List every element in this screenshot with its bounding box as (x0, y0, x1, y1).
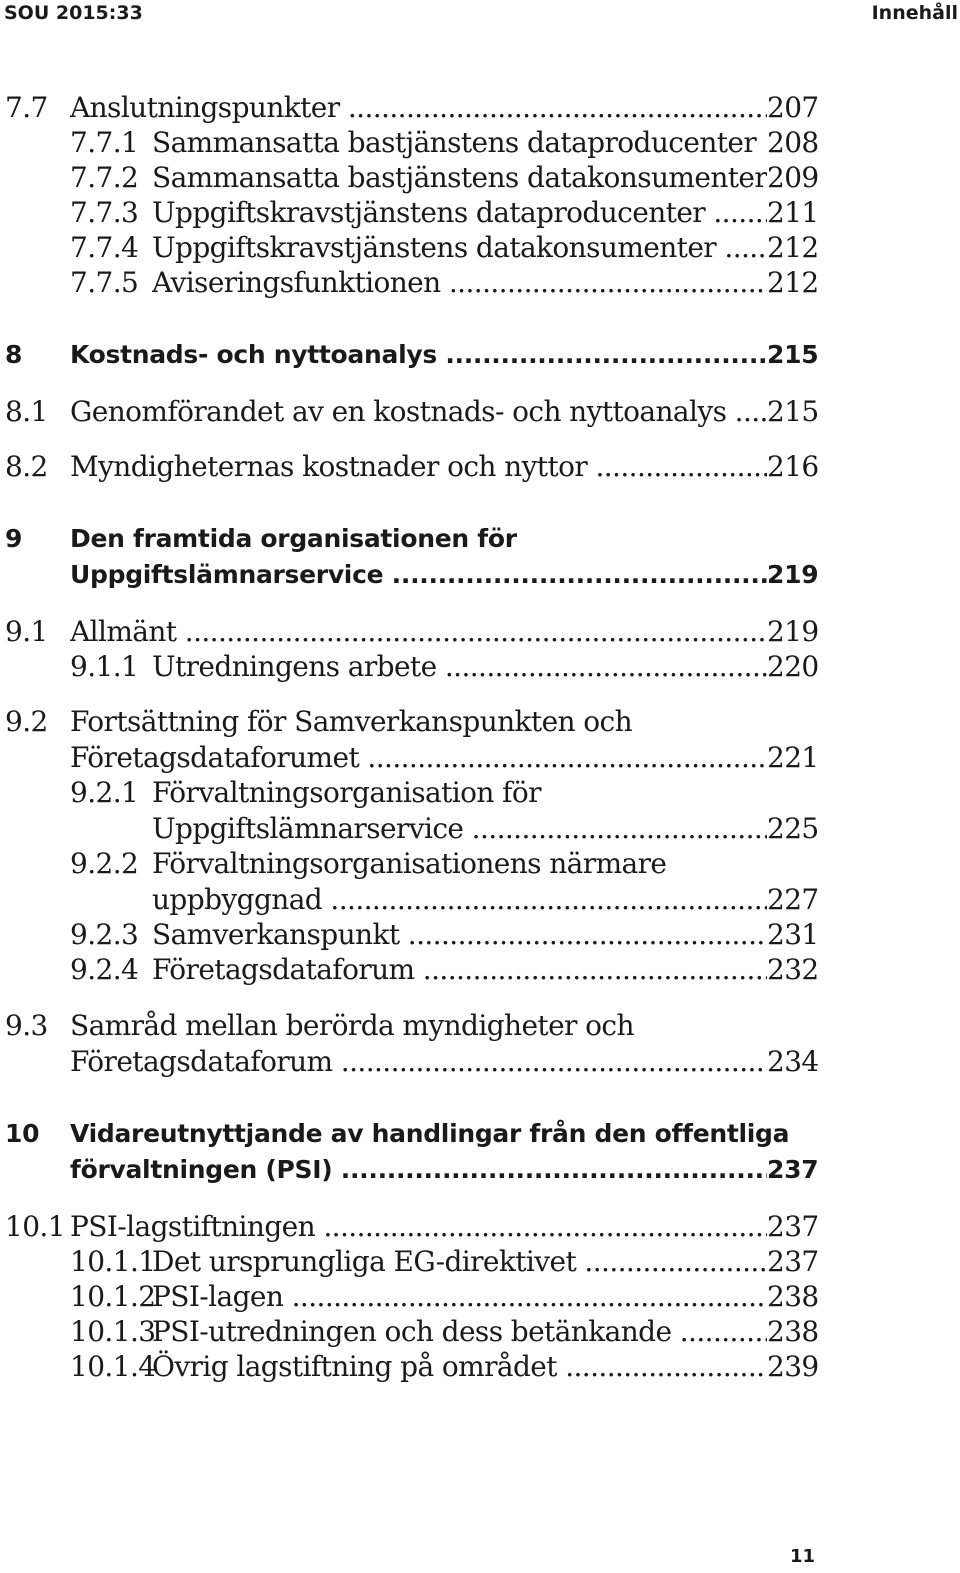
toc-entry[interactable] (0, 1210, 960, 1246)
toc-page: 219 (767, 615, 819, 648)
toc-page: 220 (767, 650, 819, 683)
toc-number: 10.1.1 (70, 1245, 156, 1278)
toc-entry[interactable] (0, 126, 960, 162)
toc-title: Övrig lagstiftning på området ..... (152, 1350, 815, 1383)
toc-entry[interactable] (0, 161, 960, 197)
toc-title: PSI-lagstiftningen ..... (70, 1210, 815, 1243)
toc-title: PSI-lagen ..... (152, 1280, 815, 1313)
toc-page: 237 (767, 1245, 819, 1278)
toc-title: Aviseringsfunktionen ..... (152, 266, 815, 299)
toc-number: 10.1.2 (70, 1280, 156, 1313)
toc-page: 215 (767, 395, 819, 428)
toc-title: Uppgiftslämnarservice ..... (70, 560, 815, 589)
toc-entry[interactable] (0, 1009, 960, 1081)
toc-entry[interactable] (0, 266, 960, 302)
toc-entry[interactable] (0, 650, 960, 686)
toc-entry[interactable] (0, 776, 960, 848)
toc-entry[interactable] (0, 395, 960, 431)
toc-number: 7.7.5 (70, 266, 139, 299)
toc-page: 208 (767, 126, 819, 159)
section-name: Innehåll (871, 2, 958, 24)
toc-page: 225 (767, 812, 819, 845)
toc-title: Anslutningspunkter ..... (70, 91, 815, 124)
toc-number: 10 (5, 1119, 40, 1148)
toc-title: Företagsdataforum ..... (152, 953, 815, 986)
toc-title: Samverkanspunkt ..... (152, 918, 815, 951)
toc-title-line1: Förvaltningsorganisation för (152, 776, 541, 809)
toc-page: 209 (767, 161, 819, 194)
report-id: SOU 2015:33 (4, 2, 143, 24)
toc-title: förvaltningen (PSI) ..... (70, 1155, 815, 1184)
toc-entry[interactable] (0, 953, 960, 989)
toc-entry[interactable] (0, 1315, 960, 1351)
toc-number: 8 (5, 340, 23, 369)
toc-page: 227 (767, 883, 819, 916)
toc-page: 212 (767, 231, 819, 264)
toc-number: 9.2.4 (70, 953, 139, 986)
toc-title: Myndigheternas kostnader och nyttor ..... (70, 450, 815, 483)
toc-number: 9.1.1 (70, 650, 139, 683)
toc-title: Allmänt ..... (70, 615, 815, 648)
toc-entry[interactable] (0, 918, 960, 954)
toc-title: Kostnads- och nyttoanalys ..... (70, 340, 815, 369)
toc-page: 211 (767, 196, 819, 229)
toc-entry[interactable] (0, 196, 960, 232)
toc-title-line1: Fortsättning för Samverkanspunkten och (70, 705, 633, 738)
toc-entry[interactable] (0, 615, 960, 651)
toc-page: 215 (767, 340, 819, 369)
toc-number: 10.1.3 (70, 1315, 156, 1348)
toc-chapter[interactable] (0, 340, 960, 376)
running-header (0, 0, 960, 28)
toc-entry[interactable] (0, 231, 960, 267)
toc-page: 207 (767, 91, 819, 124)
toc-chapter[interactable] (0, 524, 960, 596)
toc-page: 234 (767, 1045, 819, 1078)
toc-title-line1: Samråd mellan berörda myndigheter och (70, 1009, 634, 1042)
toc-entry[interactable] (0, 91, 960, 127)
toc-title: Det ursprungliga EG-direktivet ..... (152, 1245, 815, 1278)
toc-page: 238 (767, 1280, 819, 1313)
toc-title: uppbyggnad ..... (152, 883, 815, 916)
toc-title: PSI-utredningen och dess betänkande ..... (152, 1315, 815, 1348)
toc-entry[interactable] (0, 847, 960, 919)
toc-number: 9.2.1 (70, 776, 139, 809)
toc-page: 216 (767, 450, 819, 483)
toc-entry[interactable] (0, 1280, 960, 1316)
toc-title-line1: Vidareutnyttjande av handlingar från den offentliga (70, 1119, 790, 1148)
toc-number: 10.1 (5, 1210, 65, 1243)
toc-title: Genomförandet av en kostnads- och nyttoanalys ..... (70, 395, 815, 428)
toc-number: 9.3 (5, 1009, 48, 1042)
toc-number: 7.7.4 (70, 231, 139, 264)
toc-number: 7.7.1 (70, 126, 139, 159)
toc-title-line1: Förvaltningsorganisationens närmare (152, 847, 667, 880)
toc-page: 239 (767, 1350, 819, 1383)
toc-number: 8.2 (5, 450, 48, 483)
toc-entry[interactable] (0, 450, 960, 486)
toc-title: Utredningens arbete ..... (152, 650, 815, 683)
toc-entry[interactable] (0, 1350, 960, 1386)
toc-number: 8.1 (5, 395, 48, 428)
toc-title: Företagsdataforum ..... (70, 1045, 815, 1078)
toc-entry[interactable] (0, 705, 960, 777)
toc-title: Uppgiftskravstjänstens dataproducenter ..... (152, 196, 815, 229)
toc-number: 9.2.3 (70, 918, 139, 951)
toc-entry[interactable] (0, 1245, 960, 1281)
toc-title: Sammansatta bastjänstens datakonsumenter ..... (152, 161, 815, 194)
toc-page: 237 (767, 1155, 819, 1184)
toc-chapter[interactable] (0, 1119, 960, 1191)
page-number: 11 (789, 1546, 815, 1567)
toc-number: 7.7.3 (70, 196, 139, 229)
toc-page: 219 (767, 560, 819, 589)
toc-number: 9.1 (5, 615, 48, 648)
toc-page: 231 (767, 918, 819, 951)
toc-title-line1: Den framtida organisationen för (70, 524, 517, 553)
toc-number: 9.2 (5, 705, 48, 738)
toc-number: 9.2.2 (70, 847, 139, 880)
toc-page: 238 (767, 1315, 819, 1348)
toc-page: 212 (767, 266, 819, 299)
toc-number: 9 (5, 524, 23, 553)
toc-title: Uppgiftslämnarservice ..... (152, 812, 815, 845)
toc-title: Sammansatta bastjänstens dataproducenter ..... (152, 126, 815, 159)
toc-page: 221 (767, 741, 819, 774)
toc-number: 7.7.2 (70, 161, 139, 194)
toc-number: 7.7 (5, 91, 48, 124)
toc-title: Företagsdataforumet ..... (70, 741, 815, 774)
toc-page: 232 (767, 953, 819, 986)
toc-number: 10.1.4 (70, 1350, 156, 1383)
toc-page: 237 (767, 1210, 819, 1243)
toc-title: Uppgiftskravstjänstens datakonsumenter ..... (152, 231, 815, 264)
